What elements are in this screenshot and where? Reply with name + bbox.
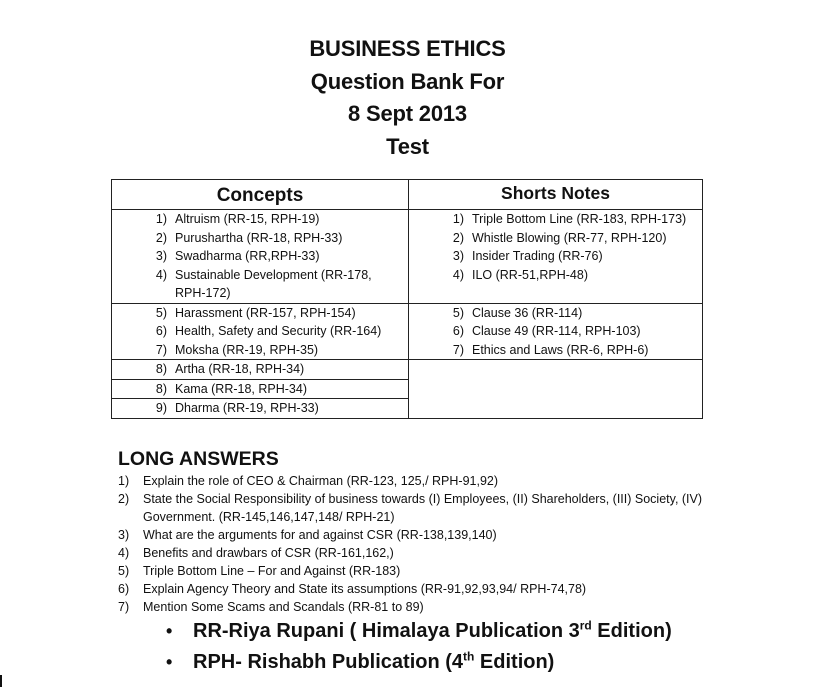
long-answers-heading: LONG ANSWERS bbox=[118, 448, 279, 470]
item-number: 8) bbox=[155, 381, 167, 396]
item-text: Triple Bottom Line – For and Against (RR-183) bbox=[143, 564, 401, 578]
note-item bbox=[409, 341, 702, 360]
reference-rr bbox=[166, 616, 766, 647]
reference-list bbox=[166, 616, 766, 678]
table-header-row bbox=[112, 180, 703, 210]
short-notes-heading: Shorts Notes bbox=[409, 180, 703, 210]
notes-cell bbox=[409, 303, 703, 360]
concept-item bbox=[112, 229, 408, 248]
concept-item bbox=[112, 304, 408, 323]
item-text: Altruism (RR-15, RPH-19) bbox=[175, 212, 320, 226]
item-number: 1) bbox=[452, 212, 464, 226]
note-item bbox=[409, 304, 702, 323]
concept-item bbox=[112, 380, 408, 399]
concepts-cell bbox=[112, 360, 409, 380]
item-text: Benefits and drawbars of CSR (RR-161,162,) bbox=[143, 546, 394, 560]
table-row bbox=[112, 210, 703, 304]
item-number: 5) bbox=[452, 305, 464, 320]
item-number: 6) bbox=[155, 324, 167, 338]
list-item bbox=[118, 544, 718, 562]
bullet-icon: • bbox=[166, 621, 173, 641]
item-text: Mention Some Scams and Scandals (RR-81 to 89) bbox=[143, 600, 424, 614]
concept-item bbox=[112, 341, 408, 360]
item-text: Harassment (RR-157, RPH-154) bbox=[175, 305, 356, 320]
item-number: 2) bbox=[155, 230, 167, 245]
item-text: Whistle Blowing (RR-77, RPH-120) bbox=[472, 230, 667, 245]
item-text: Moksha (RR-19, RPH-35) bbox=[175, 342, 319, 357]
title-date: 8 Sept 2013 bbox=[348, 101, 467, 126]
item-text: Clause 36 (RR-114) bbox=[472, 305, 583, 320]
concept-item bbox=[112, 266, 408, 303]
item-number: 3) bbox=[118, 528, 130, 542]
list-item bbox=[118, 472, 718, 490]
empty-notes-cell bbox=[409, 360, 703, 419]
item-text: Triple Bottom Line (RR-183, RPH-173) bbox=[472, 212, 687, 226]
item-number: 4) bbox=[118, 546, 130, 560]
table-row bbox=[112, 303, 703, 360]
title-question-bank: Question Bank For bbox=[310, 68, 505, 94]
note-item bbox=[409, 247, 702, 266]
reference-text: RR-Riya Rupani ( Himalaya Publication 3rd Edition) bbox=[193, 618, 672, 642]
list-item bbox=[118, 490, 718, 526]
item-text: ILO (RR-51,RPH-48) bbox=[472, 267, 588, 282]
reference-text: RPH- Rishabh Publication (4th Edition) bbox=[193, 649, 555, 673]
question-table bbox=[111, 179, 703, 419]
item-number: 6) bbox=[118, 582, 130, 596]
item-text: Swadharma (RR,RPH-33) bbox=[175, 249, 320, 263]
reference-rph bbox=[166, 647, 766, 678]
concepts-cell bbox=[112, 379, 409, 399]
note-item bbox=[409, 266, 702, 285]
title-subject: BUSINESS ETHICS bbox=[309, 36, 506, 61]
item-text: Insider Trading (RR-76) bbox=[472, 249, 603, 263]
item-number: 3) bbox=[155, 249, 167, 263]
item-text: Dharma (RR-19, RPH-33) bbox=[175, 401, 319, 415]
concepts-heading: Concepts bbox=[112, 180, 409, 210]
concepts-cell bbox=[112, 210, 409, 304]
note-item bbox=[409, 210, 702, 229]
concept-item bbox=[112, 247, 408, 266]
note-item bbox=[409, 322, 702, 341]
item-text: Explain Agency Theory and State its assumptions (RR-91,92,93,94/ RPH-74,78) bbox=[143, 582, 587, 596]
item-number: 6) bbox=[452, 324, 464, 338]
item-text: Ethics and Laws (RR-6, RPH-6) bbox=[472, 342, 649, 357]
item-number: 3) bbox=[452, 249, 464, 263]
list-item bbox=[118, 598, 718, 616]
item-number: 5) bbox=[118, 564, 130, 578]
item-number: 9) bbox=[155, 401, 167, 415]
item-text: Purushartha (RR-18, RPH-33) bbox=[175, 230, 343, 245]
list-item bbox=[118, 526, 718, 544]
note-item bbox=[409, 229, 702, 248]
item-number: 2) bbox=[452, 230, 464, 245]
item-number: 5) bbox=[155, 305, 167, 320]
notes-cell bbox=[409, 210, 703, 304]
item-number: 2) bbox=[118, 492, 130, 506]
item-text: What are the arguments for and against CSR (RR-138,139,140) bbox=[143, 528, 497, 542]
document-title bbox=[0, 33, 815, 163]
bullet-icon: • bbox=[166, 652, 173, 672]
long-answers-list bbox=[118, 472, 718, 616]
item-text: Artha (RR-18, RPH-34) bbox=[175, 362, 305, 376]
item-number: 7) bbox=[155, 342, 167, 357]
item-text: Sustainable Development (RR-178, RPH-172) bbox=[175, 267, 372, 300]
item-text: Kama (RR-18, RPH-34) bbox=[175, 381, 307, 396]
list-item bbox=[118, 580, 718, 598]
item-text: State the Social Responsibility of business towards (I) Employees, (II) Shareholders, (III) Society, (IV) Government. (RR-145,146,147,148/ RPH-21) bbox=[143, 492, 703, 524]
item-number: 4) bbox=[452, 267, 464, 282]
item-number: 7) bbox=[452, 342, 464, 357]
concept-item bbox=[112, 322, 408, 341]
concepts-cell bbox=[112, 399, 409, 419]
item-text: Clause 49 (RR-114, RPH-103) bbox=[472, 324, 641, 338]
concept-item bbox=[112, 360, 408, 379]
item-number: 1) bbox=[118, 474, 130, 488]
text-cursor-mark bbox=[0, 675, 2, 687]
table-row bbox=[112, 360, 703, 380]
concept-item bbox=[112, 399, 408, 418]
concept-item bbox=[112, 210, 408, 229]
item-number: 1) bbox=[155, 212, 167, 226]
item-number: 8) bbox=[155, 362, 167, 376]
item-text: Health, Safety and Security (RR-164) bbox=[175, 324, 382, 338]
item-number: 4) bbox=[155, 267, 167, 282]
title-test: Test bbox=[386, 133, 429, 159]
list-item bbox=[118, 562, 718, 580]
item-number: 7) bbox=[118, 600, 130, 614]
item-text: Explain the role of CEO & Chairman (RR-123, 125,/ RPH-91,92) bbox=[143, 474, 499, 488]
concepts-cell bbox=[112, 303, 409, 360]
